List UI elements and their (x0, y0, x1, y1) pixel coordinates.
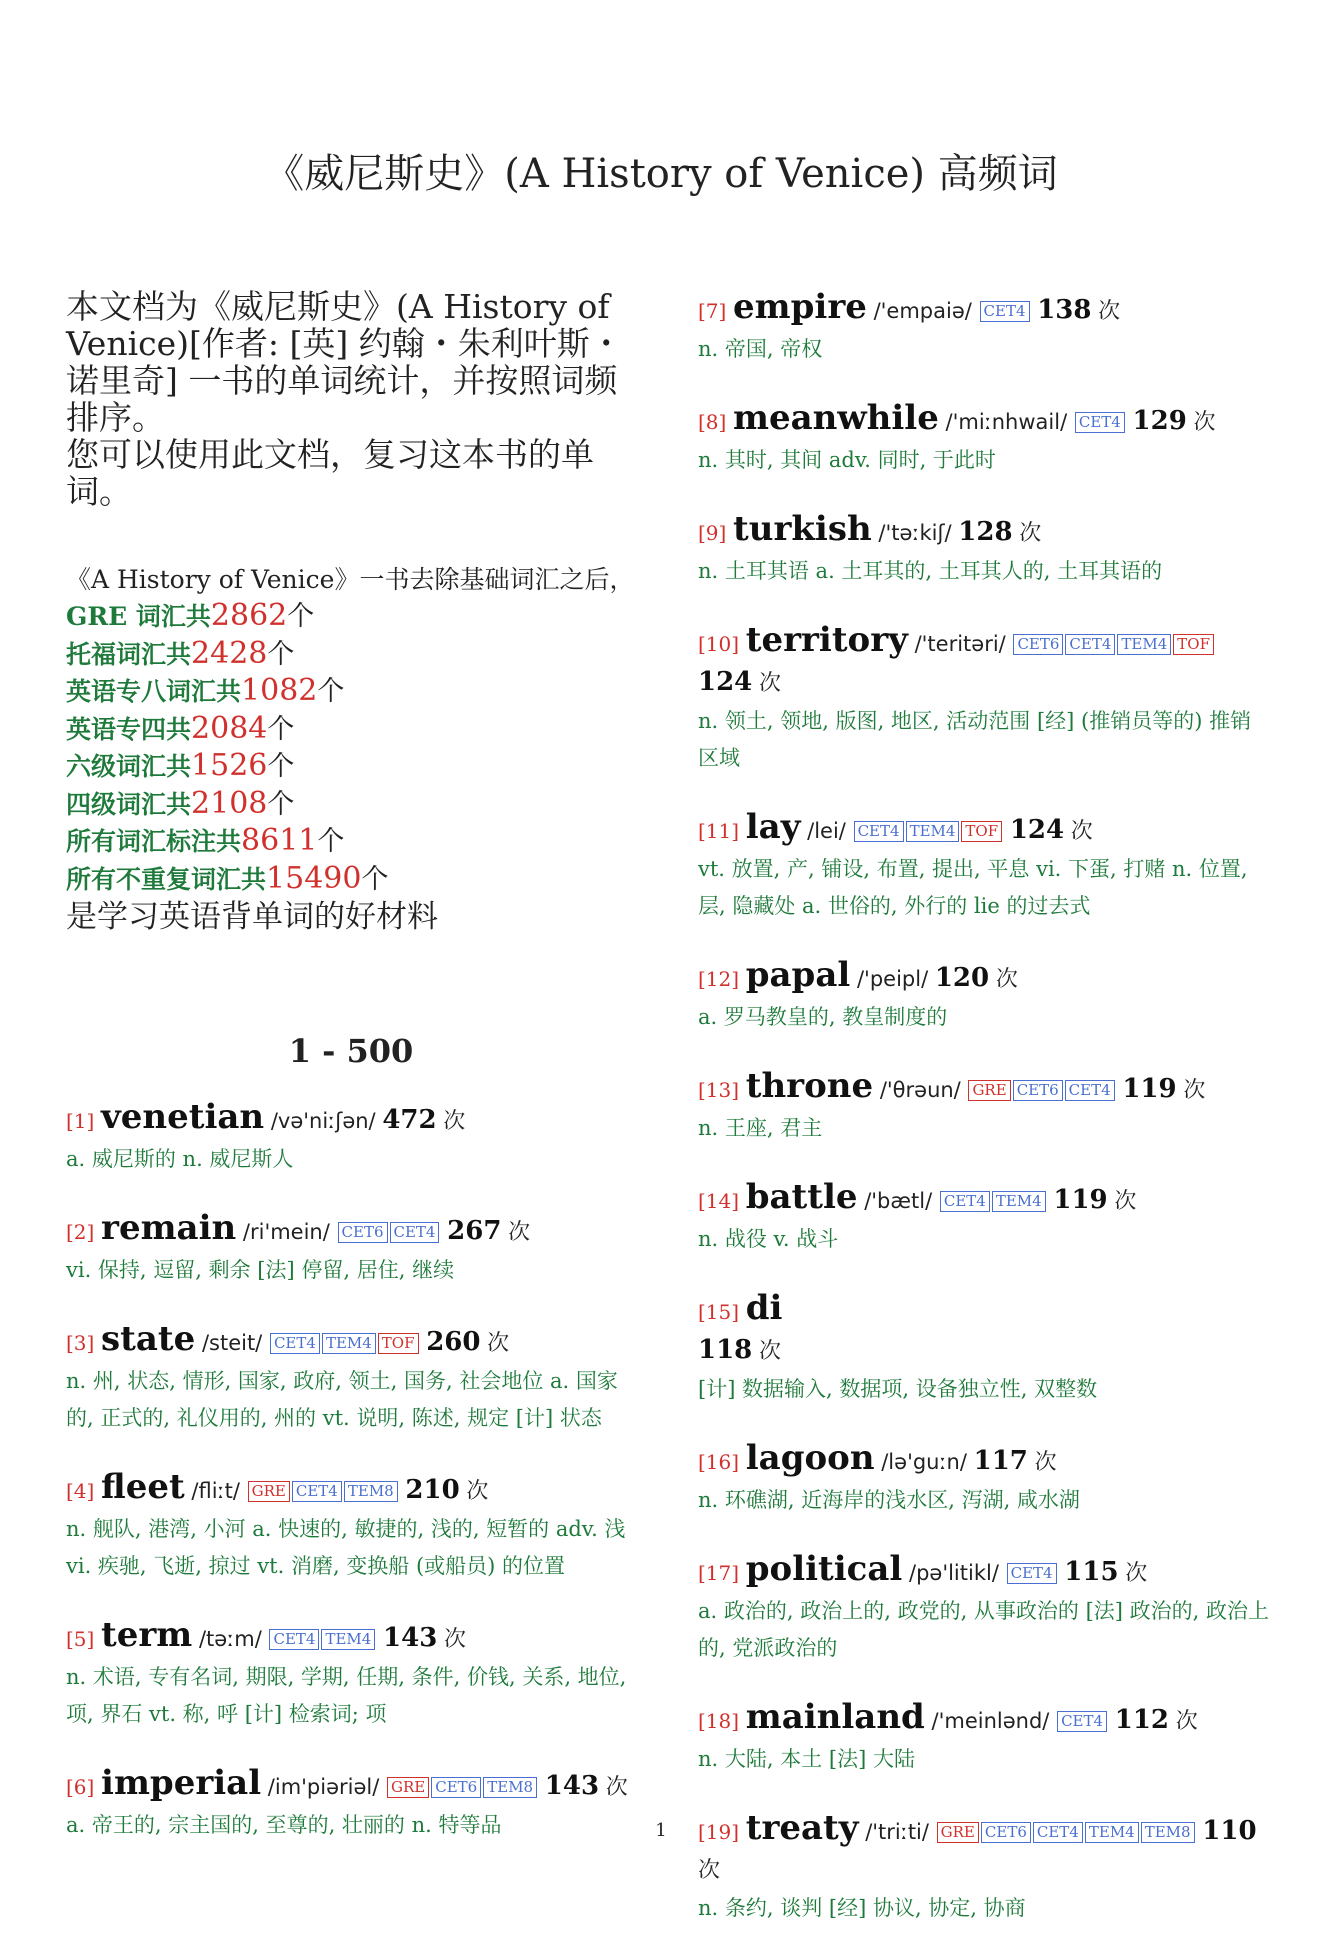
entry-word: venetian (101, 1097, 265, 1137)
stat-number: 2428 (191, 635, 268, 671)
vocab-tag-badge: GRE (937, 1822, 979, 1843)
vocab-tag-badge: TOF (961, 821, 1002, 842)
stat-label: 四级词汇共 (66, 789, 192, 819)
word-entry (698, 1178, 1270, 1258)
entry-phonetic: /lei/ (807, 819, 846, 843)
entry-head (698, 1439, 1270, 1482)
entry-phonetic: /təːm/ (198, 1627, 262, 1651)
entry-count: 115 (1064, 1557, 1119, 1587)
entry-definition: vt. 放置, 产, 铺设, 布置, 提出, 平息 vi. 下蛋, 打赌 n. 位置, 层, 隐藏处 a. 世俗的, 外行的 lie 的过去式 (698, 857, 1248, 918)
word-entry (66, 1320, 636, 1437)
entry-word: fleet (101, 1467, 185, 1507)
vocab-tag-badge: CET4 (980, 301, 1030, 322)
entry-definition: a. 罗马教皇的, 教皇制度的 (698, 1005, 948, 1029)
times-label: 次 (1019, 521, 1042, 546)
stat-label: 英语专四共 (66, 714, 192, 744)
entry-word: territory (745, 620, 908, 660)
right-column (698, 288, 1270, 1958)
times-label: 次 (466, 1479, 489, 1504)
vocab-tag-badge: CET4 (269, 1629, 319, 1650)
word-entry (698, 621, 1270, 777)
vocab-tag-badge: TOF (1173, 634, 1214, 655)
stat-label: GRE 词汇共 (66, 602, 211, 631)
entry-definition: n. 领土, 领地, 版图, 地区, 活动范围 [经] (推销员等的) 推销区域 (698, 709, 1252, 770)
stat-line (66, 711, 636, 749)
entry-index: [11] (698, 819, 740, 843)
vocab-tag-badge: CET4 (940, 1191, 990, 1212)
word-entry (698, 399, 1270, 479)
times-label: 次 (758, 671, 781, 696)
times-label: 次 (487, 1331, 510, 1356)
word-entry (66, 1209, 636, 1289)
entry-count: 117 (973, 1446, 1028, 1476)
entry-word: imperial (101, 1763, 262, 1803)
vocab-tag-badge: CET4 (270, 1333, 320, 1354)
stat-number: 2084 (191, 710, 268, 746)
range-heading: 1 - 500 (288, 1032, 414, 1070)
entry-word: remain (101, 1208, 237, 1248)
entry-head (698, 1289, 1270, 1371)
entry-word: political (745, 1549, 903, 1589)
stat-line (66, 861, 636, 899)
entry-index: [2] (66, 1220, 95, 1244)
entry-head (698, 1067, 1270, 1110)
entry-phonetic: /ri'mein/ (242, 1220, 330, 1244)
page-number: 1 (655, 1820, 667, 1841)
entry-index: [14] (698, 1189, 740, 1213)
stat-unit: 个 (317, 826, 345, 857)
entry-index: [3] (66, 1331, 95, 1355)
word-entry (66, 1616, 636, 1733)
stat-label: 所有词汇标注共 (66, 827, 242, 856)
entry-count: 119 (1053, 1185, 1108, 1215)
entry-head (66, 1098, 636, 1141)
times-label: 次 (1193, 410, 1216, 435)
times-label: 次 (1125, 1561, 1148, 1586)
entry-count: 472 (382, 1105, 437, 1135)
entry-phonetic: /pə'litikl/ (909, 1561, 999, 1585)
vocab-tag-badge: CET6 (1013, 634, 1063, 655)
vocab-tag-badge: CET4 (1033, 1822, 1083, 1843)
entry-count: 138 (1037, 295, 1092, 325)
vocab-tag-badge: TEM4 (992, 1191, 1046, 1212)
entry-definition: n. 州, 状态, 情形, 国家, 政府, 领土, 国务, 社会地位 a. 国家的, 正式的, 礼仪用的, 州的 vt. 说明, 陈述, 规定 [计] 状态 (66, 1369, 618, 1430)
vocab-tag-badge: GRE (968, 1080, 1010, 1101)
stats-block (66, 562, 636, 936)
word-entry (698, 510, 1270, 590)
entry-phonetic: /'empaiə/ (873, 299, 972, 323)
vocab-tag-badge: CET6 (981, 1822, 1031, 1843)
stat-unit: 个 (361, 863, 389, 895)
word-entry (66, 1468, 636, 1585)
entry-head (698, 956, 1270, 999)
entry-count: 260 (426, 1327, 481, 1357)
entry-head (698, 1178, 1270, 1221)
entry-count: 112 (1114, 1705, 1170, 1735)
vocab-tag-badge: CET6 (1013, 1080, 1063, 1101)
entry-index: [19] (698, 1820, 740, 1844)
times-label: 次 (698, 1858, 721, 1883)
stat-unit: 个 (267, 713, 295, 745)
stat-line (66, 636, 636, 674)
vocab-tag-badge: CET4 (1065, 1080, 1115, 1101)
entry-head (698, 808, 1270, 851)
times-label: 次 (1175, 1709, 1198, 1734)
vocab-tag-badge: CET4 (390, 1222, 440, 1243)
stat-label: 英语专八词汇共 (66, 677, 242, 706)
entry-index: [7] (698, 299, 727, 323)
entry-count: 120 (934, 963, 990, 993)
times-label: 次 (605, 1775, 628, 1800)
entry-definition: n. 舰队, 港湾, 小河 a. 快速的, 敏捷的, 浅的, 短暂的 adv. 浅 vi. 疾驰, 飞逝, 掠过 vt. 消磨, 变换船 (或船员) 的位置 (66, 1517, 626, 1578)
entry-phonetic: /'teritəri/ (914, 632, 1006, 656)
entry-head (698, 1550, 1270, 1593)
entry-word: state (101, 1319, 196, 1359)
vocab-tag-badge: TEM8 (344, 1481, 398, 1502)
entry-definition: n. 王座, 君主 (698, 1116, 823, 1140)
word-list-right (698, 288, 1270, 1927)
vocab-tag-badge: TEM4 (321, 1629, 375, 1650)
entry-word: mainland (745, 1697, 925, 1737)
intro-text: 本文档为《威尼斯史》(A History of Venice)[作者: [英] 约翰・朱利叶斯・诺里奇] 一书的单词统计，并按照词频排序。 您可以使用此文档，复习这本书的单词。 (66, 287, 623, 511)
word-entry (698, 1698, 1270, 1778)
entry-index: [10] (698, 632, 740, 656)
entry-count: 143 (383, 1623, 438, 1653)
stat-number: 1526 (191, 748, 268, 783)
left-column (66, 288, 636, 1875)
entry-index: [12] (698, 967, 740, 991)
vocab-tag-badge: CET4 (1057, 1711, 1107, 1732)
word-entry (698, 808, 1270, 925)
entry-definition: vi. 保持, 逗留, 剩余 [法] 停留, 居住, 继续 (66, 1258, 455, 1282)
word-list-left (66, 1098, 636, 1844)
stat-line (66, 823, 636, 861)
vocab-tag-badge: CET4 (1075, 412, 1125, 433)
entry-head (66, 1209, 636, 1252)
entry-definition: n. 土耳其语 a. 土耳其的, 土耳其人的, 土耳其语的 (698, 559, 1163, 583)
times-label: 次 (758, 1339, 781, 1364)
stats-foot: 是学习英语背单词的好材料 (66, 899, 438, 935)
entry-definition: [计] 数据输入, 数据项, 设备独立性, 双整数 (698, 1377, 1098, 1401)
entry-head (66, 1616, 636, 1659)
entry-phonetic: /steit/ (201, 1331, 263, 1355)
stats-lead: 《A History of Venice》一书去除基础词汇之后， (66, 565, 635, 594)
times-label: 次 (1034, 1450, 1057, 1475)
vocab-tag-badge: TEM8 (1141, 1822, 1195, 1843)
entry-count: 110 (1202, 1816, 1257, 1846)
entry-index: [8] (698, 410, 727, 434)
vocab-tag-badge: CET6 (431, 1777, 481, 1798)
entry-phonetic: /'təːkiʃ/ (878, 521, 952, 545)
entry-phonetic: /fliːt/ (191, 1479, 240, 1503)
entry-phonetic: /'miːnhwail/ (945, 410, 1068, 434)
entry-index: [1] (66, 1109, 95, 1133)
entry-index: [5] (66, 1627, 95, 1651)
word-entry (698, 1289, 1270, 1408)
entry-count: 129 (1132, 406, 1187, 436)
entry-word: empire (733, 287, 867, 327)
vocab-tag-badge: CET4 (1007, 1563, 1057, 1584)
entry-phonetic: /'bætl/ (864, 1189, 933, 1213)
entry-phonetic: /'peipl/ (856, 967, 929, 991)
vocab-tag-badge: TEM4 (322, 1333, 376, 1354)
vocab-tag-badge: GRE (248, 1481, 290, 1502)
entry-head (698, 1698, 1270, 1741)
word-entry (698, 288, 1270, 368)
word-entry (698, 1439, 1270, 1519)
vocab-tag-badge: CET4 (854, 821, 904, 842)
stat-unit: 个 (317, 676, 345, 707)
word-entry (66, 1098, 636, 1178)
stat-number: 2862 (210, 598, 288, 633)
entry-head (698, 288, 1270, 331)
times-label: 次 (1070, 819, 1093, 844)
stat-number: 8611 (241, 823, 318, 858)
entry-word: lagoon (745, 1438, 875, 1478)
word-entry (698, 956, 1270, 1036)
times-label: 次 (1183, 1078, 1206, 1103)
stat-label: 托福词汇共 (66, 639, 192, 669)
stat-line (66, 786, 636, 824)
vocab-tag-badge: CET4 (1065, 634, 1115, 655)
stat-line (66, 598, 636, 636)
stat-line (66, 748, 636, 786)
entry-word: di (745, 1288, 783, 1328)
vocab-tag-badge: TOF (378, 1333, 419, 1354)
entry-word: battle (745, 1177, 858, 1217)
vocab-tag-badge: TEM4 (906, 821, 960, 842)
word-entry (698, 1067, 1270, 1147)
entry-definition: n. 术语, 专有名词, 期限, 学期, 任期, 条件, 价钱, 关系, 地位, 项, 界石 vt. 称, 呼 [计] 检索词; 项 (66, 1665, 627, 1726)
stat-number: 1082 (241, 673, 318, 708)
vocab-tag-badge: CET4 (292, 1481, 342, 1502)
entry-index: [17] (698, 1561, 740, 1585)
word-entry (698, 1550, 1270, 1667)
entry-phonetic: /'θrəun/ (879, 1078, 961, 1102)
stat-unit: 个 (287, 601, 315, 632)
entry-definition: n. 战役 v. 战斗 (698, 1227, 839, 1251)
entry-count: 118 (698, 1335, 753, 1365)
stat-line (66, 673, 636, 711)
stat-number: 2108 (191, 785, 268, 821)
stat-label: 所有不重复词汇共 (66, 864, 267, 894)
entry-definition: n. 条约, 谈判 [经] 协议, 协定, 协商 (698, 1896, 1026, 1920)
entry-word: meanwhile (733, 398, 939, 438)
entry-word: throne (745, 1066, 874, 1106)
stat-unit: 个 (267, 638, 295, 670)
entry-phonetic: /lə'guːn/ (881, 1450, 967, 1474)
entry-index: [18] (698, 1709, 740, 1733)
vocab-tag-badge: CET6 (338, 1222, 388, 1243)
entry-definition: a. 政治的, 政治上的, 政党的, 从事政治的 [法] 政治的, 政治上的, 党派政治的 (698, 1599, 1270, 1660)
entry-head (66, 1320, 636, 1363)
vocab-tag-badge: TEM8 (483, 1777, 537, 1798)
entry-index: [4] (66, 1479, 95, 1503)
entry-phonetic: /və'niːʃən/ (270, 1109, 376, 1133)
entry-index: [9] (698, 521, 727, 545)
entry-definition: a. 威尼斯的 n. 威尼斯人 (66, 1147, 294, 1171)
entry-definition: n. 其时, 其间 adv. 同时, 于此时 (698, 448, 996, 472)
entry-head (66, 1764, 636, 1807)
entry-definition: a. 帝王的, 宗主国的, 至尊的, 壮丽的 n. 特等品 (66, 1813, 502, 1837)
entry-index: [15] (698, 1300, 740, 1324)
entry-definition: n. 帝国, 帝权 (698, 337, 823, 361)
times-label: 次 (1114, 1189, 1137, 1214)
entry-phonetic: /'meinlənd/ (931, 1709, 1050, 1733)
stat-number: 15490 (266, 860, 362, 896)
vocab-tag-badge: TEM4 (1117, 634, 1171, 655)
entry-count: 267 (447, 1216, 502, 1246)
entry-index: [13] (698, 1078, 740, 1102)
entry-word: term (101, 1615, 193, 1655)
times-label: 次 (508, 1220, 531, 1245)
entry-word: lay (745, 807, 801, 847)
times-label: 次 (995, 967, 1018, 992)
stat-unit: 个 (267, 788, 295, 820)
times-label: 次 (443, 1627, 466, 1652)
entry-count: 128 (958, 517, 1013, 547)
page-title: 《威尼斯史》(A History of Venice) 高频词 (264, 151, 1058, 197)
entry-count: 124 (1009, 815, 1065, 845)
entry-count: 210 (405, 1475, 460, 1505)
entry-count: 124 (698, 667, 753, 697)
entry-index: [6] (66, 1775, 95, 1799)
entry-phonetic: /'triːti/ (865, 1820, 929, 1844)
vocab-tag-badge: TEM4 (1085, 1822, 1139, 1843)
vocab-tag-badge: GRE (387, 1777, 429, 1798)
entry-definition: n. 大陆, 本土 [法] 大陆 (698, 1747, 915, 1771)
entry-count: 143 (544, 1771, 600, 1801)
times-label: 次 (1098, 299, 1121, 324)
times-label: 次 (443, 1109, 466, 1134)
entry-head (698, 621, 1270, 703)
entry-phonetic: /im'piəriəl/ (267, 1775, 380, 1799)
stat-unit: 个 (267, 751, 295, 782)
entry-head (698, 510, 1270, 553)
entry-word: turkish (733, 509, 872, 549)
entry-word: treaty (745, 1808, 859, 1848)
entry-count: 119 (1122, 1074, 1177, 1104)
entry-definition: n. 环礁湖, 近海岸的浅水区, 泻湖, 咸水湖 (698, 1488, 1080, 1512)
entry-word: papal (745, 955, 851, 995)
entry-head (66, 1468, 636, 1511)
stat-label: 六级词汇共 (66, 752, 192, 781)
entry-index: [16] (698, 1450, 740, 1474)
entry-head (698, 399, 1270, 442)
